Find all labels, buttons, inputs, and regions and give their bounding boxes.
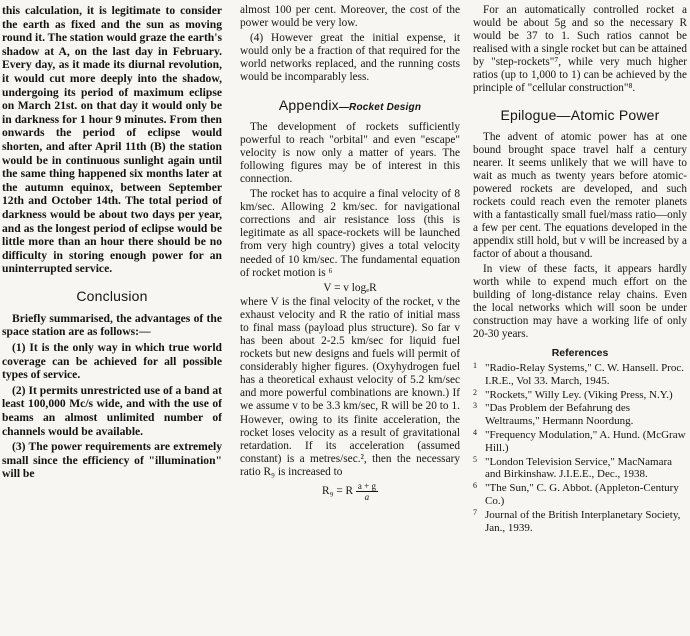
paragraph-rocket-velocity: The rocket has to acquire a final velocity of 8 km/sec. Allowing 2 km/sec. for navigational corrections and air resistance loss (this is legitimate as all space-rockets will be launched from very high country) gives a total velocity needed of 10 km/sec. The fundamental equation of rocket motion is ⁶ bbox=[240, 188, 460, 279]
reference-item: 1 "Radio-Relay Systems," C. W. Hansell. Proc. I.R.E., Vol 33. March, 1945. bbox=[473, 361, 685, 387]
references-list bbox=[473, 362, 687, 534]
reference-item: 2 "Rockets," Willy Ley. (Viking Press, N.Y.) bbox=[473, 387, 673, 401]
reference-item: 6 "The Sun," C. G. Abbot. (Appleton-Century Co.) bbox=[473, 481, 679, 507]
equation-mass-ratio bbox=[240, 481, 460, 502]
epilogue-heading: Epilogue—Atomic Power bbox=[500, 107, 660, 123]
paragraph-equation-explanation: where V is the final velocity of the rocket, v the exhaust velocity and R the ratio of initial mass to final mass (payload plus structure). So far v has been about 2-2.5 km/sec for liquid fuel rockets but new designs and fuels will permit of considerably higher figures. (Oxyhydrogen fuel has a theoretical exhaust velocity of 5.2 km/sec and more powerful combinations are known.) If we assume v to be 3.3 km/sec, R will be 20 to 1. However, owing to its finite acceleration, the rocket loses velocity as a result of gravitational retardation. If its acceleration (assumed constant) is a metres/sec.², then the necessary ratio R₉ is increased to bbox=[240, 295, 460, 478]
paragraph-cost: almost 100 per cent. Moreover, the cost of the power would be very low. bbox=[240, 4, 460, 30]
paragraph-advantage-1: (1) It is the only way in which true world coverage can be achieved for all possible types of service. bbox=[2, 341, 222, 382]
paragraph-step-rockets: For an automatically controlled rocket a would be about 5g and so the necessary R would be 37 to 1. Such ratios cannot be realised with a single rocket but can be attained by "step-rockets"⁷, while very much higher ratios (up to 1,000 to 1) can be achieved by the principle of "cellular construction"⁸. bbox=[473, 4, 687, 94]
references-heading: References bbox=[551, 347, 609, 359]
appendix-heading bbox=[240, 97, 460, 113]
paragraph-advantage-2: (2) It permits unrestricted use of a band at least 100,000 Mc/s wide, and with the use of beams an almost unlimited number of channels would be available. bbox=[2, 383, 222, 438]
paragraph-atomic-power: The advent of atomic power has at one bound brought space travel half a century nearer. It seems unlikely that we will have to wait as much as twenty years before atomic-powered rockets are developed, and such rockets could reach even the remoter planets with a fantastically small fuel/mass ratio—only a few per cent. The equations developed in the appendix still hold, but v will be increased by a factor of about a thousand. bbox=[473, 131, 687, 260]
equation-numerator: a + g bbox=[357, 481, 376, 491]
appendix-subtitle: —Rocket Design bbox=[338, 101, 422, 113]
paragraph-summary: Briefly summarised, the advantages of the space station are as follows:— bbox=[2, 311, 222, 339]
paragraph-relay-chains: In view of these facts, it appears hardly worth while to expend much effort on the building of long-distance relay chains. Even the local networks which will soon be under construction may have a working life of only 20-30 years. bbox=[473, 263, 687, 340]
equation-fraction bbox=[356, 481, 378, 502]
reference-item: 4 "Frequency Modulation," A. Hund. (McGraw Hill.) bbox=[473, 427, 686, 454]
paragraph-eclipse: this calculation, it is legitimate to consider the earth as fixed and the sun as moving round it. The station would graze the earth's shadow at A, on the last day in February. Every day, as it made its diurnal revolution, it would cut more deeply into the shadow, undergoing its period of maximum eclipse on March 21st. on that day it would only be in darkness for 1 hour 9 minutes. From then onwards the period of eclipse would shorten, and after April 11th (B) the station would be in continuous sunlight again until the same thing happened six months later at the autumn equinox, between September 12th and October 14th. The total period of darkness would be about two days per year, and as the longest period of eclipse would be little more than an hour there should be no difficulty in storing enough power for an uninterrupted service. bbox=[2, 4, 222, 276]
equation-rocket-motion: V = v logₑR bbox=[323, 281, 377, 294]
column-3 bbox=[473, 4, 687, 535]
paragraph-advantage-4: (4) However great the initial expense, it would only be a fraction of that required for the world networks replaced, and the running costs would be incomparably less. bbox=[240, 32, 460, 84]
reference-item: 7 Journal of the British Interplanetary Society, Jan., 1939. bbox=[473, 507, 681, 534]
column-2 bbox=[240, 4, 460, 504]
paragraph-advantage-3: (3) The power requirements are extremely small since the efficiency of "illumination" will be bbox=[2, 440, 222, 481]
reference-item: 3 "Das Problem der Befahrung des Weltraums," Hermann Noordung. bbox=[473, 401, 634, 428]
conclusion-heading: Conclusion bbox=[76, 287, 148, 304]
appendix-title: Appendix bbox=[278, 96, 339, 113]
column-1 bbox=[2, 4, 222, 483]
equation-denominator: a bbox=[364, 492, 370, 502]
equation-mass-ratio-left: R₉ = R bbox=[322, 485, 354, 498]
paragraph-rocket-development: The development of rockets sufficiently powerful to reach "orbital" and even "escape" velocity is now only a matter of years. The following figures may be of interest in this connection. bbox=[240, 120, 460, 185]
reference-item: 5 "London Television Service," MacNamara and Birkinshaw. J.I.E.E., Dec., 1938. bbox=[473, 454, 673, 481]
